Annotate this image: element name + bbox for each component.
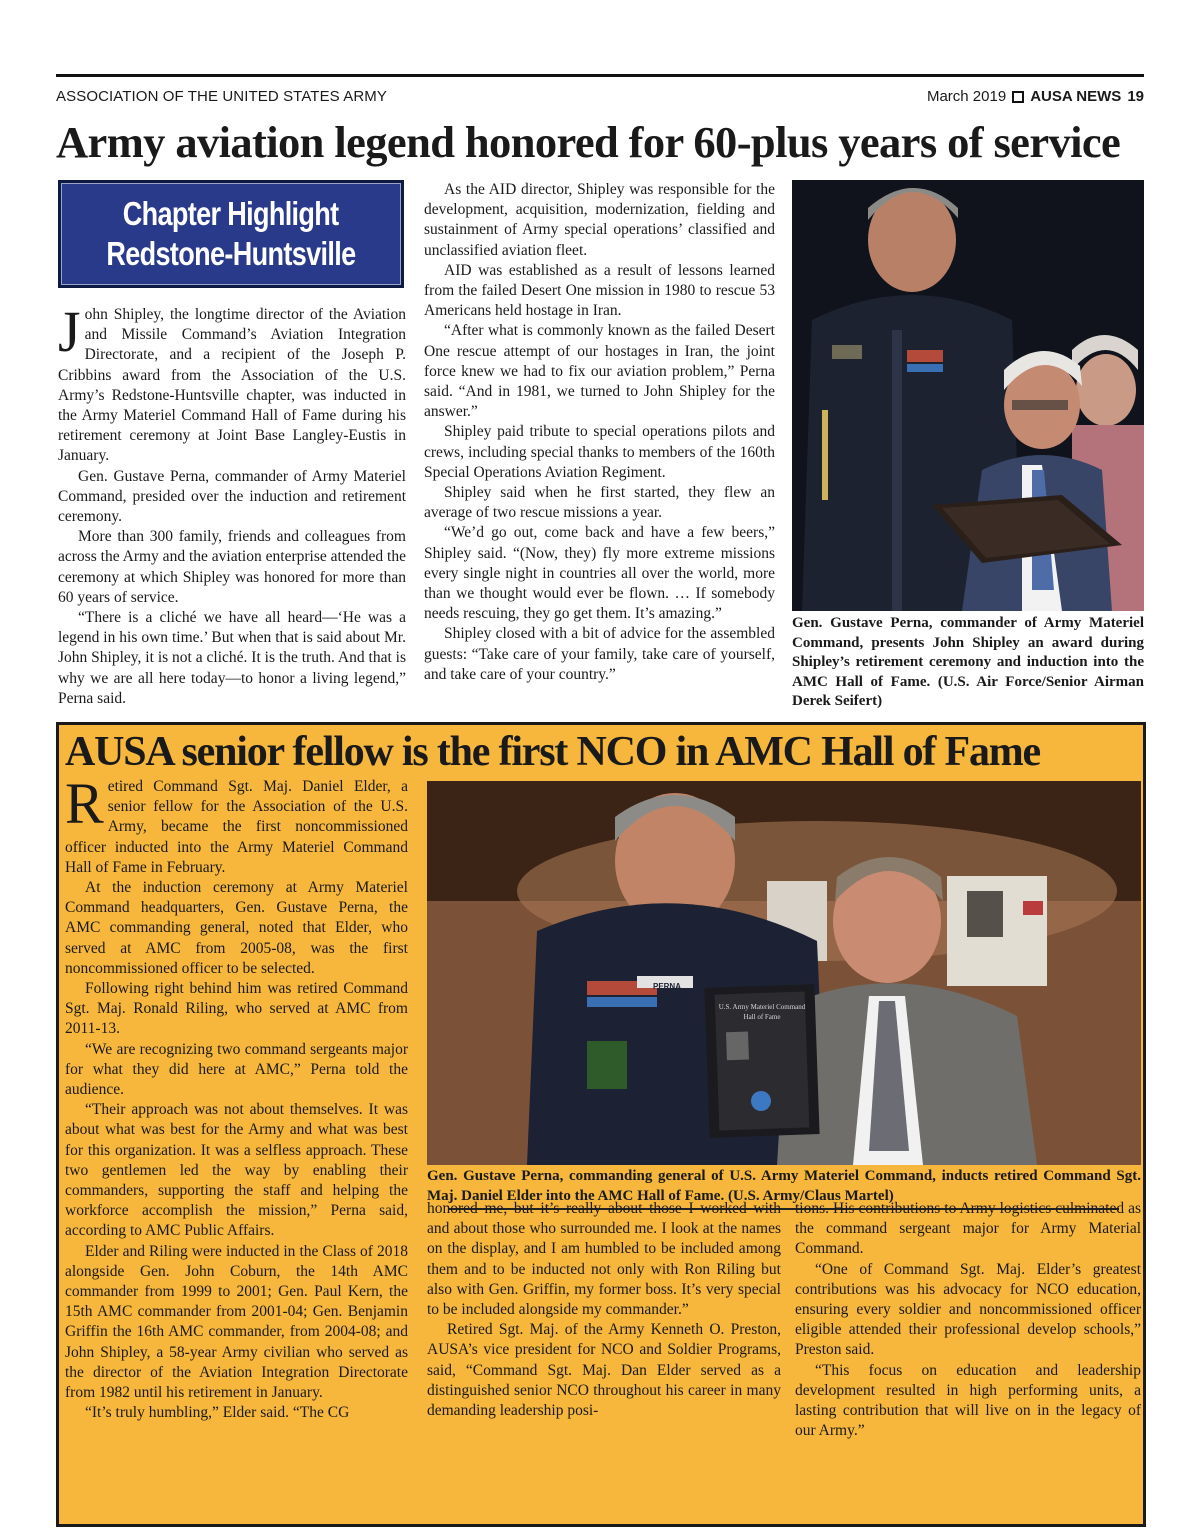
banner-line-1: Chapter Highlight <box>123 195 339 232</box>
paragraph: Gen. Gustave Perna, commander of Army Materiel Command, presided over the induction and retirement ceremony. <box>58 467 406 526</box>
paragraph: “It’s truly humbling,” Elder said. “The CG <box>85 1404 350 1422</box>
photo-caption: Gen. Gustave Perna, commanding general of U.S. Army Materiel Command, inducts retired Command Sgt. Maj. Daniel Elder into the AMC Hall of Fame. (U.S. Army/Claus Martel) <box>427 1168 1141 1204</box>
checkbox-square-icon <box>1012 91 1024 103</box>
issue-info <box>927 88 1144 105</box>
paragraph: At the induction ceremony at Army Materiel Command headquarters, Gen. Gustave Perna, the AMC commanding general, noted that Elder, who served at AMC from 2005-08, was the first noncommissioned officer to be selected. <box>65 879 408 977</box>
photo-illustration <box>427 781 1141 1165</box>
article2-column-2 <box>427 1199 781 1421</box>
hall-of-fame-article-box <box>56 722 1146 1527</box>
publication-name: AUSA NEWS <box>1030 88 1122 105</box>
paragraph: honored me, but it’s really about those I worked with and about those who surrounded me. I look at the names on the display, and I am humbled to be included among them and to be inducted not only with Ron Riling but also with Gen. Griffin, my former boss. It’s very special to be included alongside my commander.” <box>427 1200 781 1319</box>
issue-date: March 2019 <box>926 88 1007 105</box>
paragraph: Elder and Riling were inducted in the Class of 2018 alongside Gen. John Coburn, the 14th AMC commander from 1999 to 2001; Gen. Paul Kern, the 15th AMC commander from 2001-04; Gen. Benjamin Griffin the 16th AMC commander, from 2004-08; and John Shipley, a 58-year Army civilian who served as the director of the Aviation Integration Directorate from 1982 until his retirement in January. <box>65 1242 408 1402</box>
paragraph: AID was established as a result of lessons learned from the failed Desert One mission in 1980 to rescue 53 Americans held hostage in Iran. <box>424 261 775 320</box>
plaque-title-line-2: Hall of Fame <box>743 1013 781 1021</box>
banner-line-2: Redstone-Huntsville <box>106 235 356 272</box>
paragraph: “One of Command Sgt. Maj. Elder’s greatest contributions was his advocacy for NCO education, ensuring every soldier and noncommissioned officer eligible attended their professional develop schools,” Preston said. <box>795 1260 1141 1359</box>
organization-name: ASSOCIATION OF THE UNITED STATES ARMY <box>56 88 387 105</box>
article1-headline: Army aviation legend honored for 60-plus years of service <box>56 117 1121 167</box>
paragraph: John Shipley, the longtime director of the Aviation and Missile Command’s Aviation Integration Directorate, and a recipient of the Joseph P. Cribbins award from the Association of the U.S. Army’s Redstone-Huntsville chapter, was inducted in the Army Materiel Command Hall of Fame during his retirement ceremony at Joint Base Langley-Eustis in January. <box>58 299 406 465</box>
uniform-name-tag: PERNA <box>652 982 682 991</box>
plaque-title-line-1: U.S. Army Materiel Command <box>718 1003 806 1011</box>
paragraph: As the AID director, Shipley was responsible for the development, acquisition, modernization, fielding and sustainment of Army special operations’ classified and unclassified aviation fleet. <box>424 181 775 259</box>
paragraph: Shipley closed with a bit of advice for the assembled guests: “Take care of your family, take care of yourself, and take care of your country.” <box>424 625 775 683</box>
paragraph: Shipley paid tribute to special operations pilots and crews, including special thanks to members of the 160th Special Operations Aviation Regiment. <box>424 423 775 481</box>
paragraph: “There is a cliché we have all heard—‘He was a legend in his own time.’ But when that is said about Mr. John Shipley, it is not a cliché. It is the truth. And that is why we are all here today—to honor a living legend,” Perna said. <box>58 609 406 707</box>
article1-column-2 <box>424 180 775 685</box>
page-number: 19 <box>1127 88 1144 105</box>
paragraph: More than 300 family, friends and colleagues from across the Army and the aviation enterprise attended the ceremony at which Shipley was honored for more than 60 years of service. <box>58 528 406 606</box>
paragraph: Retired Sgt. Maj. of the Army Kenneth O. Preston, AUSA’s vice president for NCO and Soldier Programs, said, “Command Sgt. Maj. Dan Elder served as a distinguished senior NCO throughout his career in many demanding leadership posi- <box>427 1321 781 1420</box>
article1-column-1 <box>58 299 406 709</box>
article2-column-1 <box>65 771 408 1424</box>
paragraph: Following right behind him was retired Command Sgt. Maj. Ronald Riling, who served at AMC from 2011-13. <box>65 980 408 1038</box>
paragraph: Retired Command Sgt. Maj. Daniel Elder, a senior fellow for the Association of the U.S. Army, became the first noncommissioned officer inducted into the Army Materiel Command Hall of Fame in February. <box>65 771 408 876</box>
paragraph: tions. His contributions to Army logistics culminated as the command sergeant major for Army Material Command. <box>795 1200 1141 1258</box>
top-rule <box>56 74 1144 77</box>
shipley-award-photo <box>792 180 1144 611</box>
photo-caption: Gen. Gustave Perna, commander of Army Materiel Command, presents John Shipley an award during Shipley’s retirement ceremony and induction into the AMC Hall of Fame. (U.S. Air Force/Senior Airman Derek Seifert) <box>792 615 1144 710</box>
paragraph: “After what is commonly known as the failed Desert One rescue attempt of our hostages in Iran, the joint force knew we had to fix our aviation problem,” Perna said. “And in 1981, we turned to John Shipley for the answer.” <box>424 322 775 421</box>
article2-headline: AUSA senior fellow is the first NCO in AMC Hall of Fame <box>65 729 1040 775</box>
article2-column-3 <box>795 1199 1141 1441</box>
paragraph: “Their approach was not about themselves. It was about what was best for the Army and what was best for this organization. It was a selfless approach. These two gentlemen led the way by enabling their commanders, supporting the staff and helping the workforce accomplish the mission,” Perna said, according to AMC Public Affairs. <box>65 1101 408 1240</box>
paragraph: “This focus on education and leadership development resulted in high performing units, a lasting contribution that will live on in the legacy of our Army.” <box>795 1361 1141 1440</box>
paragraph: Shipley said when he first started, they flew an average of two rescue missions a year. <box>424 484 775 522</box>
drop-cap: J <box>58 299 81 364</box>
drop-cap: R <box>65 771 104 836</box>
chapter-highlight-banner <box>58 180 404 288</box>
photo-illustration <box>792 180 1144 611</box>
paragraph: “We are recognizing two command sergeants major for what they did here at AMC,” Perna told the audience. <box>65 1040 408 1099</box>
paragraph: “We’d go out, come back and have a few beers,” Shipley said. “(Now, they) fly more extreme missions every single night in countries all over the world, more than we thought would ever be flown. … If somebody needs rescuing, they go get them. It’s amazing.” <box>424 524 775 623</box>
elder-induction-photo <box>427 781 1141 1165</box>
